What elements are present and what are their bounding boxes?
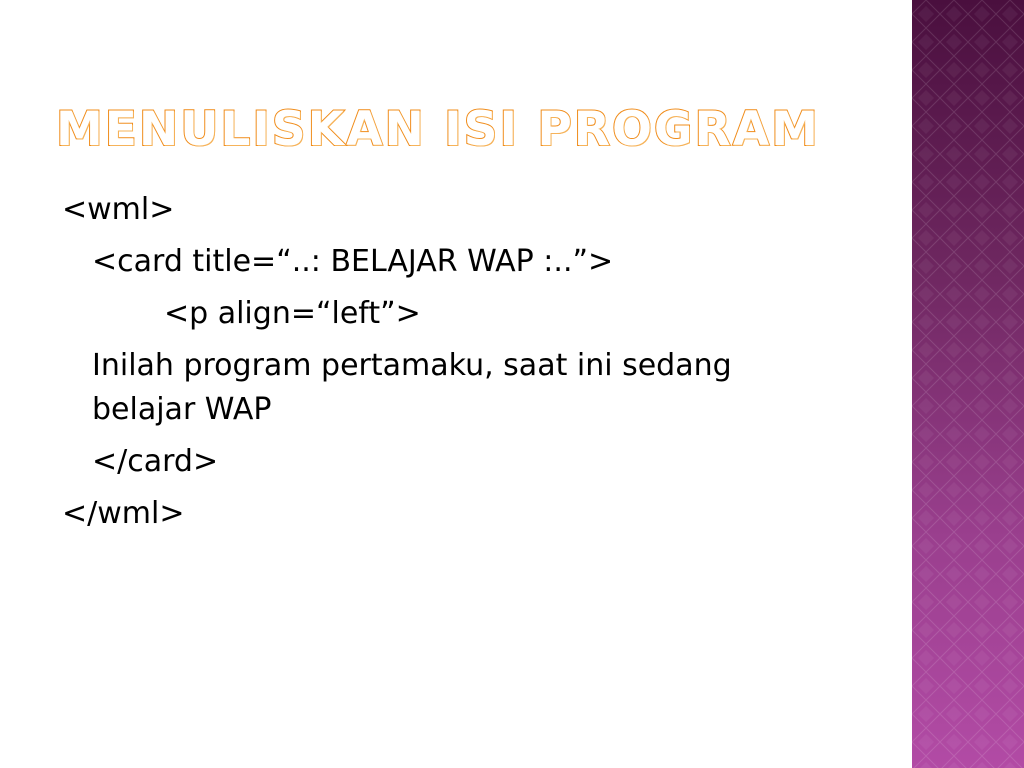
code-line-card-close: </card> — [92, 444, 219, 479]
code-line-card-open: <card title=“..: BELAJAR WAP :..”> — [92, 244, 614, 279]
slide-body — [62, 188, 842, 544]
slide-title: MENULISKAN ISI PROGRAM — [56, 102, 820, 157]
diamond-pattern — [912, 0, 1024, 768]
decorative-side-band — [912, 0, 1024, 768]
code-line-content: Inilah program pertamaku, saat ini sedang belajar WAP — [92, 348, 742, 427]
code-line-p-open: <p align=“left”> — [164, 296, 421, 331]
code-line-wml-open: <wml> — [62, 192, 175, 227]
code-line-wml-close: </wml> — [62, 496, 185, 531]
